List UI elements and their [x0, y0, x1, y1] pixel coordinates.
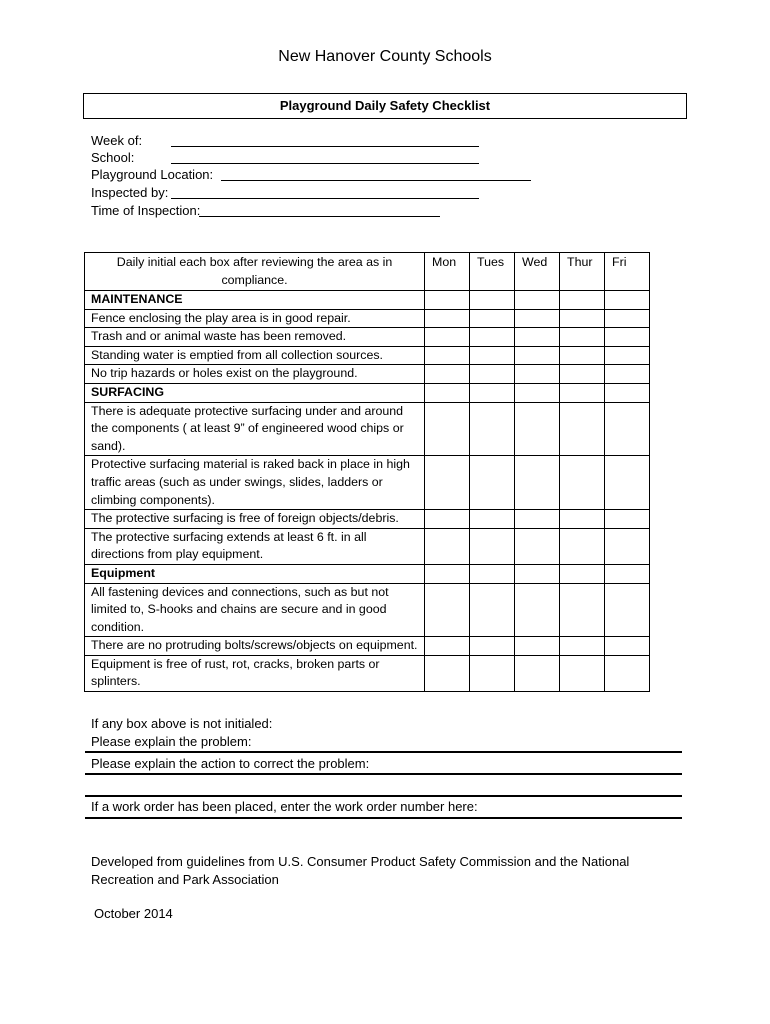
check-box[interactable] — [515, 564, 560, 583]
item-label: Fence enclosing the play area is in good repair. — [85, 309, 425, 328]
check-box[interactable] — [515, 365, 560, 384]
instruction-cell: Daily initial each box after reviewing the area as in compliance. — [85, 253, 425, 291]
item-label: Protective surfacing material is raked back in place in high traffic areas (such as under swings, slides, ladders or climbing components). — [85, 456, 425, 510]
check-box[interactable] — [470, 456, 515, 510]
check-box[interactable] — [425, 309, 470, 328]
table-row — [85, 528, 650, 564]
check-box[interactable] — [425, 528, 470, 564]
day-header-thur: Thur — [560, 253, 605, 291]
explain-action-label: Please explain the action to correct the problem: — [91, 756, 370, 771]
work-order-label: If a work order has been placed, enter the work order number here: — [91, 799, 478, 814]
day-header-fri: Fri — [605, 253, 650, 291]
check-box[interactable] — [425, 328, 470, 347]
explain-problem-label: Please explain the problem: — [91, 734, 252, 749]
check-box[interactable] — [605, 637, 650, 656]
inspected-by-label: Inspected by: — [91, 185, 169, 200]
check-box[interactable] — [470, 655, 515, 691]
check-box[interactable] — [470, 564, 515, 583]
check-box[interactable] — [605, 402, 650, 456]
check-box[interactable] — [470, 328, 515, 347]
check-box[interactable] — [560, 528, 605, 564]
action-line[interactable] — [85, 773, 682, 775]
check-box[interactable] — [470, 510, 515, 529]
check-box[interactable] — [425, 510, 470, 529]
check-box[interactable] — [515, 402, 560, 456]
check-box[interactable] — [605, 346, 650, 365]
item-label: All fastening devices and connections, such as but not limited to, S-hooks and chains are secure and in good condition. — [85, 583, 425, 637]
check-box[interactable] — [560, 402, 605, 456]
check-box[interactable] — [605, 383, 650, 402]
check-box[interactable] — [560, 655, 605, 691]
check-box[interactable] — [560, 291, 605, 310]
section-equipment: Equipment — [85, 564, 425, 583]
check-box[interactable] — [605, 510, 650, 529]
check-box[interactable] — [425, 456, 470, 510]
check-box[interactable] — [470, 528, 515, 564]
form-date: October 2014 — [94, 906, 173, 921]
check-box[interactable] — [515, 383, 560, 402]
problem-line[interactable] — [85, 751, 682, 753]
check-box[interactable] — [515, 309, 560, 328]
table-row — [85, 365, 650, 384]
location-label: Playground Location: — [91, 167, 214, 182]
item-label: Trash and or animal waste has been removed. — [85, 328, 425, 347]
check-box[interactable] — [605, 456, 650, 510]
item-label: There are no protruding bolts/screws/objects on equipment. — [85, 637, 425, 656]
check-box[interactable] — [605, 365, 650, 384]
table-row — [85, 309, 650, 328]
page-title: New Hanover County Schools — [278, 48, 492, 65]
check-box[interactable] — [605, 564, 650, 583]
check-box[interactable] — [425, 346, 470, 365]
check-box[interactable] — [560, 637, 605, 656]
divider-line — [85, 795, 682, 797]
check-box[interactable] — [515, 328, 560, 347]
day-header-tues: Tues — [470, 253, 515, 291]
check-box[interactable] — [560, 383, 605, 402]
check-box[interactable] — [560, 346, 605, 365]
check-box[interactable] — [515, 655, 560, 691]
check-box[interactable] — [425, 564, 470, 583]
week-of-field[interactable] — [171, 146, 479, 147]
check-box[interactable] — [605, 328, 650, 347]
item-label: The protective surfacing extends at least 6 ft. in all directions from play equipment. — [85, 528, 425, 564]
check-box[interactable] — [605, 655, 650, 691]
check-box[interactable] — [470, 637, 515, 656]
school-field[interactable] — [171, 163, 479, 164]
check-box[interactable] — [515, 456, 560, 510]
developed-note-line2: Recreation and Park Association — [91, 872, 279, 887]
check-box[interactable] — [515, 528, 560, 564]
check-box[interactable] — [605, 291, 650, 310]
table-row — [85, 637, 650, 656]
developed-note-line1: Developed from guidelines from U.S. Consumer Product Safety Commission and the National — [91, 854, 630, 869]
check-box[interactable] — [425, 655, 470, 691]
time-label: Time of Inspection: — [91, 203, 201, 218]
day-header-wed: Wed — [515, 253, 560, 291]
time-field[interactable] — [199, 216, 440, 217]
item-label: The protective surfacing is free of foreign objects/debris. — [85, 510, 425, 529]
section-maintenance: MAINTENANCE — [85, 291, 425, 310]
section-row — [85, 291, 650, 310]
check-box[interactable] — [605, 309, 650, 328]
section-row — [85, 383, 650, 402]
table-row — [85, 328, 650, 347]
check-box[interactable] — [425, 583, 470, 637]
table-row — [85, 346, 650, 365]
table-header-row — [85, 253, 650, 291]
location-field[interactable] — [221, 180, 531, 181]
check-box[interactable] — [470, 291, 515, 310]
table-row — [85, 402, 650, 456]
check-box[interactable] — [560, 365, 605, 384]
check-box[interactable] — [605, 528, 650, 564]
table-row — [85, 655, 650, 691]
school-label: School: — [91, 150, 135, 165]
week-of-label: Week of: — [91, 133, 143, 148]
check-box[interactable] — [515, 510, 560, 529]
check-box[interactable] — [560, 456, 605, 510]
item-label: There is adequate protective surfacing under and around the components ( at least 9” of engineered wood chips or sand). — [85, 402, 425, 456]
check-box[interactable] — [560, 510, 605, 529]
inspected-by-field[interactable] — [171, 198, 479, 199]
check-box[interactable] — [515, 346, 560, 365]
checklist-table — [84, 252, 650, 692]
check-box[interactable] — [425, 291, 470, 310]
check-box[interactable] — [470, 383, 515, 402]
work-order-line[interactable] — [85, 817, 682, 819]
check-box[interactable] — [470, 583, 515, 637]
item-label: No trip hazards or holes exist on the playground. — [85, 365, 425, 384]
check-box[interactable] — [560, 309, 605, 328]
item-label: Standing water is emptied from all collection sources. — [85, 346, 425, 365]
check-box[interactable] — [605, 583, 650, 637]
checklist-title: Playground Daily Safety Checklist — [83, 93, 687, 119]
check-box[interactable] — [470, 402, 515, 456]
check-box[interactable] — [425, 383, 470, 402]
section-row — [85, 564, 650, 583]
check-box[interactable] — [425, 402, 470, 456]
check-box[interactable] — [470, 309, 515, 328]
check-box[interactable] — [515, 583, 560, 637]
table-row — [85, 510, 650, 529]
day-header-mon: Mon — [425, 253, 470, 291]
check-box[interactable] — [560, 328, 605, 347]
table-row — [85, 583, 650, 637]
check-box[interactable] — [470, 365, 515, 384]
table-row — [85, 456, 650, 510]
item-label: Equipment is free of rust, rot, cracks, broken parts or splinters. — [85, 655, 425, 691]
section-surfacing: SURFACING — [85, 383, 425, 402]
check-box[interactable] — [515, 291, 560, 310]
check-box[interactable] — [470, 346, 515, 365]
check-box[interactable] — [560, 564, 605, 583]
check-box[interactable] — [425, 365, 470, 384]
check-box[interactable] — [515, 637, 560, 656]
check-box[interactable] — [560, 583, 605, 637]
check-box[interactable] — [425, 637, 470, 656]
not-initialed-note: If any box above is not initialed: — [91, 716, 273, 731]
